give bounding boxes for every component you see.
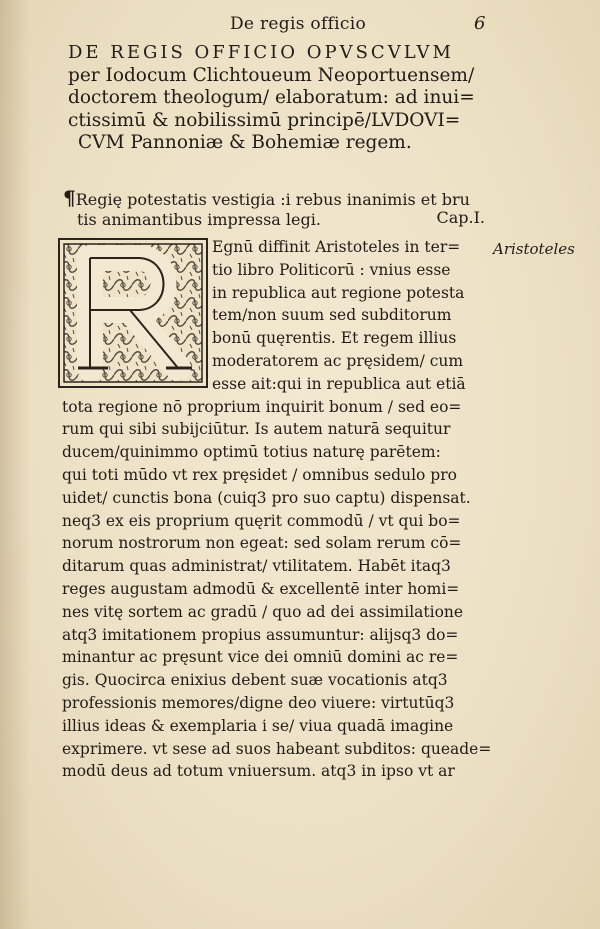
title-line-5: CVM Pannoniæ & Bohemiæ regem. (78, 132, 412, 153)
text-line: ditarum quas administrat/ vtilitatem. Habēt itaq3 (62, 557, 451, 576)
text-line: minantur ac pręsunt vice dei omniū domini ac re= (62, 648, 459, 667)
page-number: 6 (474, 13, 486, 34)
text-line: esse ait:qui in republica aut etiā (212, 374, 466, 393)
title-line-2: per Iodocum Clichtoueum Neoportuensem/ (68, 64, 475, 86)
title-line-3: doctorem theologum/ elaboratum: ad inui= (68, 87, 475, 108)
text-line: bonū quęrentis. Et regem illius (212, 329, 457, 348)
text-line: in republica aut regione potesta (212, 283, 465, 302)
chapter-intro-line-1: Regię potestatis vestigia :i rebus inanimis et bru (75, 190, 470, 209)
text-line: uidet/ cunctis bona (cuiq3 pro suo captu) dispensat. (62, 488, 471, 507)
text-line: rum qui sibi subijciūtur. Is autem naturā sequitur (62, 420, 451, 439)
text-line: tem/non suum sed subditorum (212, 306, 452, 325)
text-line: qui toti mūdo vt rex pręsidet / omnibus sedulo pro (62, 465, 457, 484)
title-line-4: ctissimū & nobilissimū principē/LVDOVI= (68, 109, 461, 131)
text-line: reges augustam admodū & excellentē inter homi= (62, 579, 460, 598)
text-line: modū deus ad totum vniuersum. atq3 in ipso vt ar (62, 762, 455, 781)
gutter-shadow (0, 0, 30, 929)
marginal-note: Aristoteles (493, 240, 575, 258)
text-line: gis. Quocirca enixius debent suæ vocationis atq3 (62, 671, 448, 690)
text-line: Egnū diffinit Aristoteles in ter= (212, 238, 461, 256)
title-line-1: DE REGIS OFFICIO OPVSCVLVM (68, 42, 454, 63)
chapter-body (62, 236, 492, 783)
text-line: neq3 ex eis proprium quęrit commodū / vt qui bo= (62, 511, 461, 530)
text-line: nes vitę sortem ac gradū / quo ad dei assimilatione (62, 602, 464, 621)
text-line: norum nostrorum non egeat: sed solam rerum cō= (62, 534, 462, 553)
text-line: exprimere. vt sese ad suos habeant subditos: queade= (62, 739, 492, 758)
text-line: tio libro Politicorū : vnius esse (212, 260, 451, 279)
chapter-label: Cap.I. (436, 208, 485, 227)
text-line: atq3 imitationem propius assumuntur: alijsq3 do= (62, 625, 459, 644)
chapter-intro-line-2: tis animantibus impressa legi. (77, 210, 321, 229)
text-line: professionis memores/digne deo viuere: virtutūq3 (62, 693, 455, 712)
text-line: moderatorem ac pręsidem/ cum (212, 351, 464, 370)
text-line: tota regione nō proprium inquirit bonum / sed eo= (62, 397, 462, 416)
running-title: De regis officio (230, 14, 366, 34)
title-block (68, 42, 498, 155)
text-line: ducem/quinimmo optimū totius naturę parētem: (62, 443, 441, 462)
paragraph-mark-icon: ¶ (63, 186, 76, 210)
text-line: illius ideas & exemplaria i se/ viua quadā imagine (62, 716, 454, 735)
chapter-heading (63, 188, 491, 230)
